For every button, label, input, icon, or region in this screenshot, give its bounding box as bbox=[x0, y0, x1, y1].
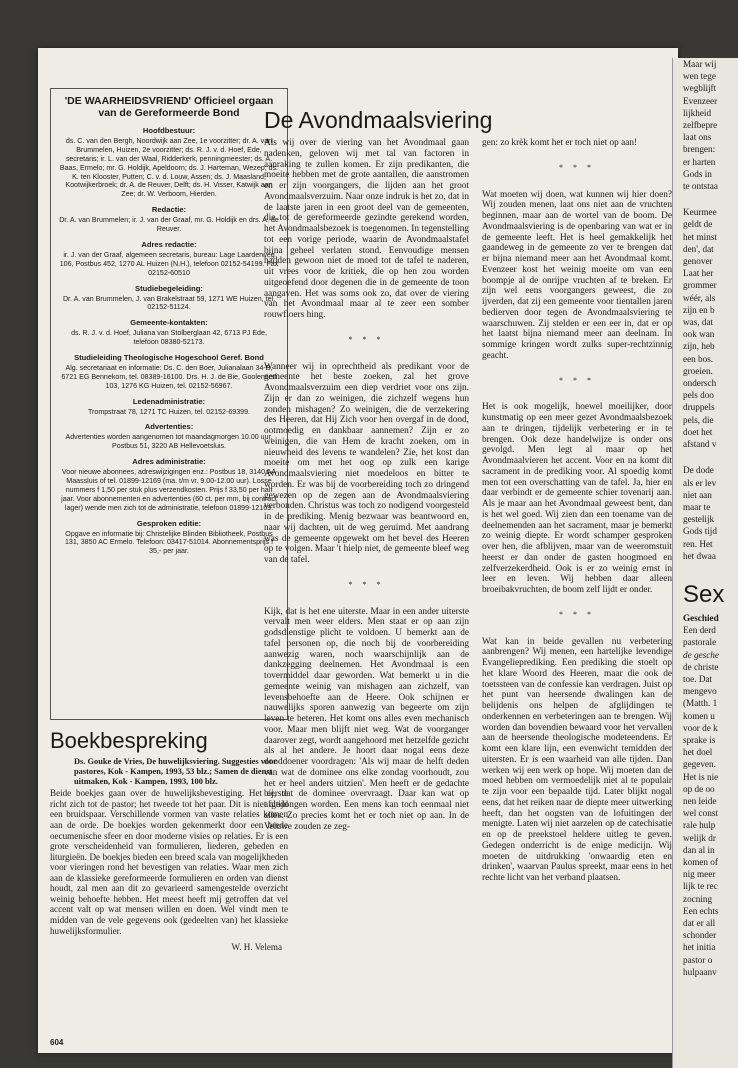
section-divider: * * * bbox=[348, 579, 385, 589]
adjacent-text-block bbox=[673, 206, 738, 450]
colophon-section bbox=[59, 520, 279, 557]
adjacent-text-line: druppels bbox=[683, 402, 715, 413]
article-paragraph: Als wij over de viering van het Avondmaal gaan nadenken, geloven wij met tal van factoren in aanraking te zullen komen. Er zijn predikanten, die moeite hebben met de grote aantallen, die aanstromen en er zijn voorgangers, die lijden aan het groot Avondmaalsverzuim. Naar onze indruk is het zo, dat in de laatste jaren in een groot deel van de gemeenten, die tot de gereformeerde gezindte gerekend worden, het Avondmaalsbezoek is toegenomen. In tegenstelling tot een vorige periode, waarin de Avondmaalstafel bijna geheel verlaten stond. Eenvoudige mensen hadden gewoon niet de moed tot de tafel te naderen, uit vrees voor de kritiek, die op hen zou worden uitgeoefend door degenen die in de gemeente de toon aangaven. Het was soms ook zo, dat over de viering van het Avondmaal maar al te zeer een somber rouwfloers hing. bbox=[264, 138, 469, 320]
adjacent-text-line: pels doo bbox=[683, 390, 714, 401]
colophon-section-title: Adres administratie: bbox=[132, 457, 206, 467]
adjacent-text-line: geldt de bbox=[683, 219, 713, 230]
adjacent-text-line: Keurmee bbox=[683, 207, 717, 218]
adjacent-text-line: den', dat bbox=[683, 243, 714, 254]
adjacent-text-line: groeien. bbox=[683, 365, 713, 376]
article-paragraph: Het is ook mogelijk, hoewel moeilijker, door kunstmatig op een meer gezet Avondmaalsbezoek aan te dringen, tijdelijk verbetering er in te brengen. Ook deze handelwijze is onder ons gevolgd. Men legt al maar op het Avondmaalvieren het accent. Voor en na komt dit sacrament in de prediking voor. Al spoedig komt men tot een overschatting van de tafel. Ja, hier en daar verbindt er de gemeente schier tovenarij aan. Als je maar aan het Avondmaal geweest bent, dan is het wel goed. Wij zien dan een toename van de deelnemenden aan het sacrament, maar je bemerkt zo weinig diepte. Er wordt schamper gesproken over hen, die afblijven, maar van de weeromstuit heerst er dan onder de gasten hoogmoed en zelfverzekerdheid. Ook is er zo weinig ernst in leer en leven. Wij hebben daar alleen broeibakvruchten, de boom zelf lijdt er onder. bbox=[482, 402, 672, 595]
colophon-section bbox=[59, 285, 279, 313]
colophon-section-text: Opgave en informatie bij: Christelijke Blinden Bibliotheek, Postbus 131, 3850 AC Ermelo. Telefoon: 03417-51014. Abonnementsprijs f 35,- per jaar. bbox=[64, 529, 274, 556]
book-review-title: Boekbespreking bbox=[50, 728, 208, 753]
adjacent-text-line: het initia bbox=[683, 942, 716, 953]
colophon-section-text: Dr. A. van Brummelen; ir. J. van der Graaf, mr. G. Holdijk en drs. A. de Reuver. bbox=[59, 216, 279, 234]
adjacent-text-line: toe. Dat bbox=[683, 673, 713, 684]
adjacent-text-line: sprake is bbox=[683, 734, 716, 745]
colophon-section-text: Voor nieuwe abonnees, adreswijzigingen enz.: Postbus 18, 3140 AA Maassluis of tel. 01899-12169 (ma. t/m vr. 9.00-12.00 uur). Losse nummers f 1,50 per stuk plus verzendkosten. Prijs f 33,50 per half jaar. Voor abonnementen en advertenties (60 ct. per mm, bij contract lager) wende men zich tot de administratie, telefoon 01899-12169. bbox=[61, 468, 277, 512]
colophon-section bbox=[59, 241, 279, 278]
adjacent-text-line: zijn en b bbox=[683, 304, 715, 315]
adjacent-text-line: komen u bbox=[683, 710, 715, 721]
adjacent-text-line: gegeven. bbox=[683, 759, 716, 770]
adjacent-text-line: doet het bbox=[683, 426, 713, 437]
book-review bbox=[50, 728, 288, 952]
adjacent-text-line: een bos. bbox=[683, 353, 714, 364]
adjacent-text-line: nen leide bbox=[683, 795, 717, 806]
colophon-section-title: Studieleiding Theologische Hogeschool Geref. Bond bbox=[74, 353, 264, 363]
adjacent-text-line: het doel bbox=[683, 747, 713, 758]
adjacent-text-line: genover bbox=[683, 256, 713, 267]
colophon-section bbox=[59, 354, 279, 391]
adjacent-text-line: zocning bbox=[683, 893, 713, 904]
adjacent-heading: Sex bbox=[683, 580, 725, 608]
article-title: De Avondmaalsviering bbox=[264, 107, 493, 133]
magazine-page bbox=[38, 48, 678, 1053]
book-review-reference: Ds. Gouke de Vries, De huwelijksviering. Suggesties voor pastores, Kok - Kampen, 1993, 53 blz.; Samen de dienst uitmaken, Kok - Kampen, 1993, 100 blz. bbox=[74, 757, 277, 786]
adjacent-text-line: dat er all bbox=[683, 918, 716, 928]
colophon-section bbox=[59, 319, 279, 347]
adjacent-text-line: Gods in bbox=[683, 168, 712, 179]
adjacent-text-line: wel const bbox=[683, 808, 718, 819]
adjacent-text-line: lijkheid bbox=[683, 107, 712, 118]
adjacent-text-line: welijk dr bbox=[683, 832, 716, 843]
article-paragraph: gen: zo krèk komt het er toch niet op aan! bbox=[482, 138, 638, 148]
colophon-section-text: ds. R. J. v. d. Hoef, Juliana van Stolberglaan 42, 6713 PJ Ede, telefoon 08380-52173. bbox=[71, 329, 267, 347]
adjacent-text-line: voor de k bbox=[683, 722, 718, 733]
colophon-section-title: Advertenties: bbox=[144, 422, 194, 432]
colophon-section-text: ds. C. van den Bergh, Noordwijk aan Zee, 1e voorzitter; dr. A. van Brummelen, Huizen, 2e voorzitter; ds. R. J. v. d. Hoef, Ede, secretaris; ir. L. van der Waal, Ridderkerk, penningmeester; ds. A. Baas, Ermelo; mr. G. Holdijk, Apeldoorn; ds. J. Harteman, Wezep; ds. K. ten Klooster, Putten; C. v. d. Louw, Assen; ds. J. Maasland, Kootwijkerbroek; dr. A. de Reuver, Delft; ds. H. Visser, Katwijk aan Zee; dr. W. Verboom, Hierden. bbox=[59, 136, 279, 199]
adjacent-text-line: gestelijk bbox=[683, 514, 715, 525]
colophon-section-text: Trompstraat 78, 1271 TC Huizen, tel. 02152-69399. bbox=[87, 407, 251, 416]
adjacent-text-line: brengen: bbox=[683, 144, 716, 155]
article-column-2 bbox=[482, 138, 672, 884]
adjacent-text-line: afstand v bbox=[683, 439, 717, 450]
article-paragraph: Kijk, dat is het ene uiterste. Maar in een ander uiterste vervalt men weer elders. Men staat er op aan zijn godsdienstige plicht te voldoen. U bemerkt aan de tafel personen op, die noch bij de voorbereiding aanwezig waren, noch waarschijnlijk aan de dankzegging deelnemen. Het Avondmaal is een tovermiddel daar geworden. Wat bemerkt u in die gemeente weinig van mishagen aan zichzelf, van levensbehoefte aan de Heere. Ook schijnen er nauwelijks sporen aanwezig van begeerte om zijn leven te beteren. Het komt ons alles even mechanisch voor. Maar men blijft niet weg. Wat de voorganger daarover zegt, wordt aangehoord met hetzelfde gezicht als al het andere. Je hoort daar nogal eens deze dooddoener voordragen: 'Als wij maar de helft deden van wat de dominee ons elke zondag voorhoudt, zou het er heel anders uitzien'. Men heeft er de gedachte bij, dat de dominee overvraagt. Daar kan wat op afgedongen worden. Een mens kan toch eenmaal niet alles. Zo precies komt het er toch niet op aan. In de Veluwe zouden ze zeg- bbox=[264, 606, 469, 832]
colophon-section-title: Studiebegeleiding: bbox=[135, 283, 203, 293]
colophon-section-title: Gemeente-kontakten: bbox=[130, 318, 208, 328]
adjacent-text-line: wen tege bbox=[683, 71, 716, 82]
adjacent-text-line: hulpaanv bbox=[683, 966, 717, 977]
adjacent-text-line: maar te bbox=[683, 501, 711, 512]
adjacent-text-line: wegblijft bbox=[683, 83, 717, 94]
adjacent-text-line: lijk te rec bbox=[683, 881, 718, 892]
adjacent-page-edge bbox=[672, 58, 738, 1068]
article-paragraph: Wat moeten wij doen, wat kunnen wij hier doen? Wij zouden menen, laat ons niet aan de vruchten beginnen, maar aan de wortel van de boom. De Avondmaalsviering is de openbaring van wat er in de gemeente leeft. Het is heel gemakkelijk het gaandeweg in de gemeente zo ver te brengen dat er bijna niemand meer aan het Avondmaal komt. Evenzeer kost het weinig moeite om van een boompje al de onrijpe vruchten af te breken. Er zijn wel eens voorgangers geweest, die zo ijverden, dat zij een gemeente voor tientallen jaren bedierven door tegen de Avondmaalsviering te waarschuwen. Zij stelden er een eer in, dat er op het laatst bijna niemand meer aan deelnam. In sommige kringen wordt zulks super-rechtzinnig geacht. bbox=[482, 189, 672, 361]
adjacent-text-line: het dwaa bbox=[683, 550, 716, 561]
adjacent-text-line: wéér, als bbox=[683, 292, 716, 303]
adjacent-text-line: Gods tijd bbox=[683, 526, 717, 537]
colophon-section bbox=[59, 206, 279, 234]
colophon-header: 'DE WAARHEIDSVRIEND' Officieel orgaan van de Gereformeerde Bond bbox=[64, 95, 274, 119]
adjacent-text-line: (Matth. 1 bbox=[683, 698, 718, 709]
colophon-section bbox=[59, 423, 279, 451]
colophon-section-title: Hoofdbestuur: bbox=[142, 126, 196, 135]
adjacent-text-block bbox=[673, 58, 738, 192]
book-review-body: Beide boekjes gaan over de huwelijksbevestiging. Het eerste richt zich tot de pastor; het tweede tot het paar. Dit is niet altijd een bruidspaar. Verschillende vormen van vaste relaties komen aan de orde. De boekjes worden gekenmerkt door een brede oecumenische sfeer en door moderne visies op relaties. Er is een grote verscheidenheid van formulieren, liederen, gebeden en liturgieën. De boekjes bieden een breed scala van mogelijkheden voor vieringen rond het bevestigen van relaties. Waar men zich aan de klassieke gereformeerde formulieren en orden van dienst houdt, zal men aan dit zo gevarieerd samengestelde overzicht weinig behoefte hebben. Het meest heeft mij getroffen dat vel accent valt op wat mensen willen en doen. Wel vindt men te midden van de vele gegevens ook (gedeelten van) het klassieke huwelijksformulier. bbox=[50, 788, 288, 936]
article-paragraph: Wat kan in beide gevallen nu verbetering aanbrengen? Wij menen, een hartelijke levendige Evangelieprediking. Een prediking die stoelt op het klare Woord des Heeren, maar die ook de toetssteen van de confessie kan verdragen. Juist op het punt van heersende dwalingen kan de belijdenis ons helpen de afglijdingen te onderkennen en verbeteringen aan te brengen. Wij worden dan bovendien bewaard voor het vervallen aan de heersende theologische modeteendens. Er komt een klare lijn, een evenwicht temidden der uitersten. Er is een waarheid van alle tijden. Dan werken wij een werk op hope. Wij moeten dan de moed hebben om vermoedelijk niet al te populair te zijn voor een bepaalde tijd. Later blijkt nogal eens, dat het reiken naar de diepte meer uitwerking heeft, dan het oogsten van de lofuitingen der menigte. Laten wij niet aarzelen op de catechisatie en op de preekstoel heldere uitleg te geven. Gedegen onderricht is de enige medicijn. Wij moeten de uitdrukking 'onwaardig eten en drinken', waarvan Paulus spreekt, maar eens in het rechte licht van het verband plaatsen. bbox=[482, 636, 672, 883]
adjacent-text-line: op de oo bbox=[683, 783, 715, 794]
adjacent-subheading: Geschied bbox=[683, 612, 719, 623]
book-review-signature: W. H. Velema bbox=[231, 942, 282, 953]
colophon-section bbox=[59, 458, 279, 512]
colophon-section-title: Adres redactie: bbox=[141, 239, 197, 249]
adjacent-text-block bbox=[673, 624, 738, 978]
adjacent-text-line: Evenzeer bbox=[683, 95, 718, 106]
adjacent-text-line: als er lev bbox=[683, 477, 717, 488]
adjacent-text-line: niet aan bbox=[683, 489, 712, 500]
adjacent-text-line: dan al in bbox=[683, 844, 715, 855]
section-divider: * * * bbox=[348, 334, 385, 344]
colophon-section bbox=[59, 398, 279, 417]
adjacent-text-line: nig meer bbox=[683, 869, 716, 880]
adjacent-text-line: het minst bbox=[683, 231, 717, 242]
adjacent-text-line: er harten bbox=[683, 156, 716, 167]
adjacent-text-line: te ontstaa bbox=[683, 181, 718, 192]
section-divider: * * * bbox=[559, 162, 595, 172]
colophon-box bbox=[50, 88, 288, 720]
adjacent-text-line: zelfbepre bbox=[683, 120, 718, 131]
section-divider: * * * bbox=[559, 375, 595, 385]
adjacent-text-line: rale hulp bbox=[683, 820, 716, 831]
adjacent-text-line: de gesche bbox=[683, 649, 719, 660]
colophon-section-title: Redactie: bbox=[151, 205, 187, 215]
colophon-section-text: Advertenties worden aangenomen tot maandagmorgen 10.00 uur, Postbus 51, 3220 AB Hellevoetsluis. bbox=[65, 433, 273, 451]
colophon-section-title: Gesproken editie: bbox=[136, 518, 202, 528]
colophon-section-text: Dr. A. van Brummelen, J. van Brakelstraat 59, 1271 WE Huizen, tel. 02152-51124. bbox=[62, 294, 276, 312]
adjacent-text-line: ondersch bbox=[683, 378, 717, 389]
adjacent-text-line: Laat her bbox=[683, 268, 714, 279]
adjacent-text-line: ren. Het bbox=[683, 538, 713, 549]
adjacent-text-line: Een echts bbox=[683, 905, 719, 916]
adjacent-text-line: pastor o bbox=[683, 954, 713, 965]
adjacent-text-line: de christe bbox=[683, 661, 719, 672]
adjacent-text-line: was, dat bbox=[683, 317, 714, 328]
colophon-section-text: ir. J. van der Graaf, algemeen secretaris, bureau: Lage Laarderweg 106, Postbus 452, 1270 AL Huizen (N.H.), telefoon 02152-54199. Fax 02152-60510 bbox=[59, 250, 279, 277]
adjacent-text-line: mengevo bbox=[683, 686, 717, 697]
colophon-section-title: Ledenadministratie: bbox=[132, 396, 206, 406]
article-column-1 bbox=[264, 138, 469, 832]
adjacent-text-line: grommer bbox=[683, 280, 717, 291]
adjacent-text-line: ook wan bbox=[683, 329, 715, 340]
colophon-section-text: Alg. secretariaat en informatie: Ds. C. den Boer, Julianalaan 34-B, 6721 EG Bennekom, tel. 08389-16100. Drs. H. J. de Bie, Goolenserf 103, 1276 KG Huizen, tel. 02152-56967. bbox=[61, 363, 277, 390]
adjacent-text-line: Maar wij bbox=[683, 59, 717, 69]
adjacent-text-line: Het is nie bbox=[683, 771, 719, 782]
adjacent-text-line: pels, die bbox=[683, 414, 714, 425]
adjacent-text-line: schonder bbox=[683, 930, 717, 941]
adjacent-text-line: Een derd bbox=[683, 625, 716, 636]
adjacent-text-line: De dode bbox=[683, 465, 714, 476]
adjacent-text-line: pastorale bbox=[683, 637, 717, 648]
colophon-sections bbox=[59, 127, 279, 556]
article-paragraph: Wanneer wij in oprechtheid als predikant voor de gemeente het beste zoeken, zal het grove Avondmaalsverzuim een diep verdriet voor ons zijn. Zijn er dan zo weinigen, die zichzelf wegens hun zonden mishagen? Zo weinigen, die de verzekering des Heeren, dat Hij Zich voor hen overgaf in de dood, ootmoedig en dankbaar aannemen? Zijn er zo weinigen, die van Hem de kracht zoeken, om in nieuwheid des levens te wandelen? Zie, het kost dan moeite om met het oog op zulk een karige Avondmaalsviering niet moedeloos en bitter te worden. Er was bij de voorbereiding toch zo dringend gewezen op de zegen aan de Avondmaalsviering verbonden. Christus was toch zo nodigend voorgesteld in de prediking. Menig bezwaar was beantwoord en, naar wij dachten, uit de weg geruimd. Met aandrang was de gemeente opgewekt om het bevel des Heeren op te volgen. Maar 't hielp niet, de gemeente bleef weg van de tafel. bbox=[264, 361, 469, 565]
adjacent-text-line: zijn, heb bbox=[683, 341, 715, 352]
adjacent-text-block bbox=[673, 464, 738, 562]
page-number: 604 bbox=[50, 1038, 64, 1047]
adjacent-text-line: laat ons bbox=[683, 132, 712, 143]
adjacent-text-line: komen of bbox=[683, 856, 718, 867]
colophon-section bbox=[59, 127, 279, 199]
section-divider: * * * bbox=[559, 609, 595, 619]
